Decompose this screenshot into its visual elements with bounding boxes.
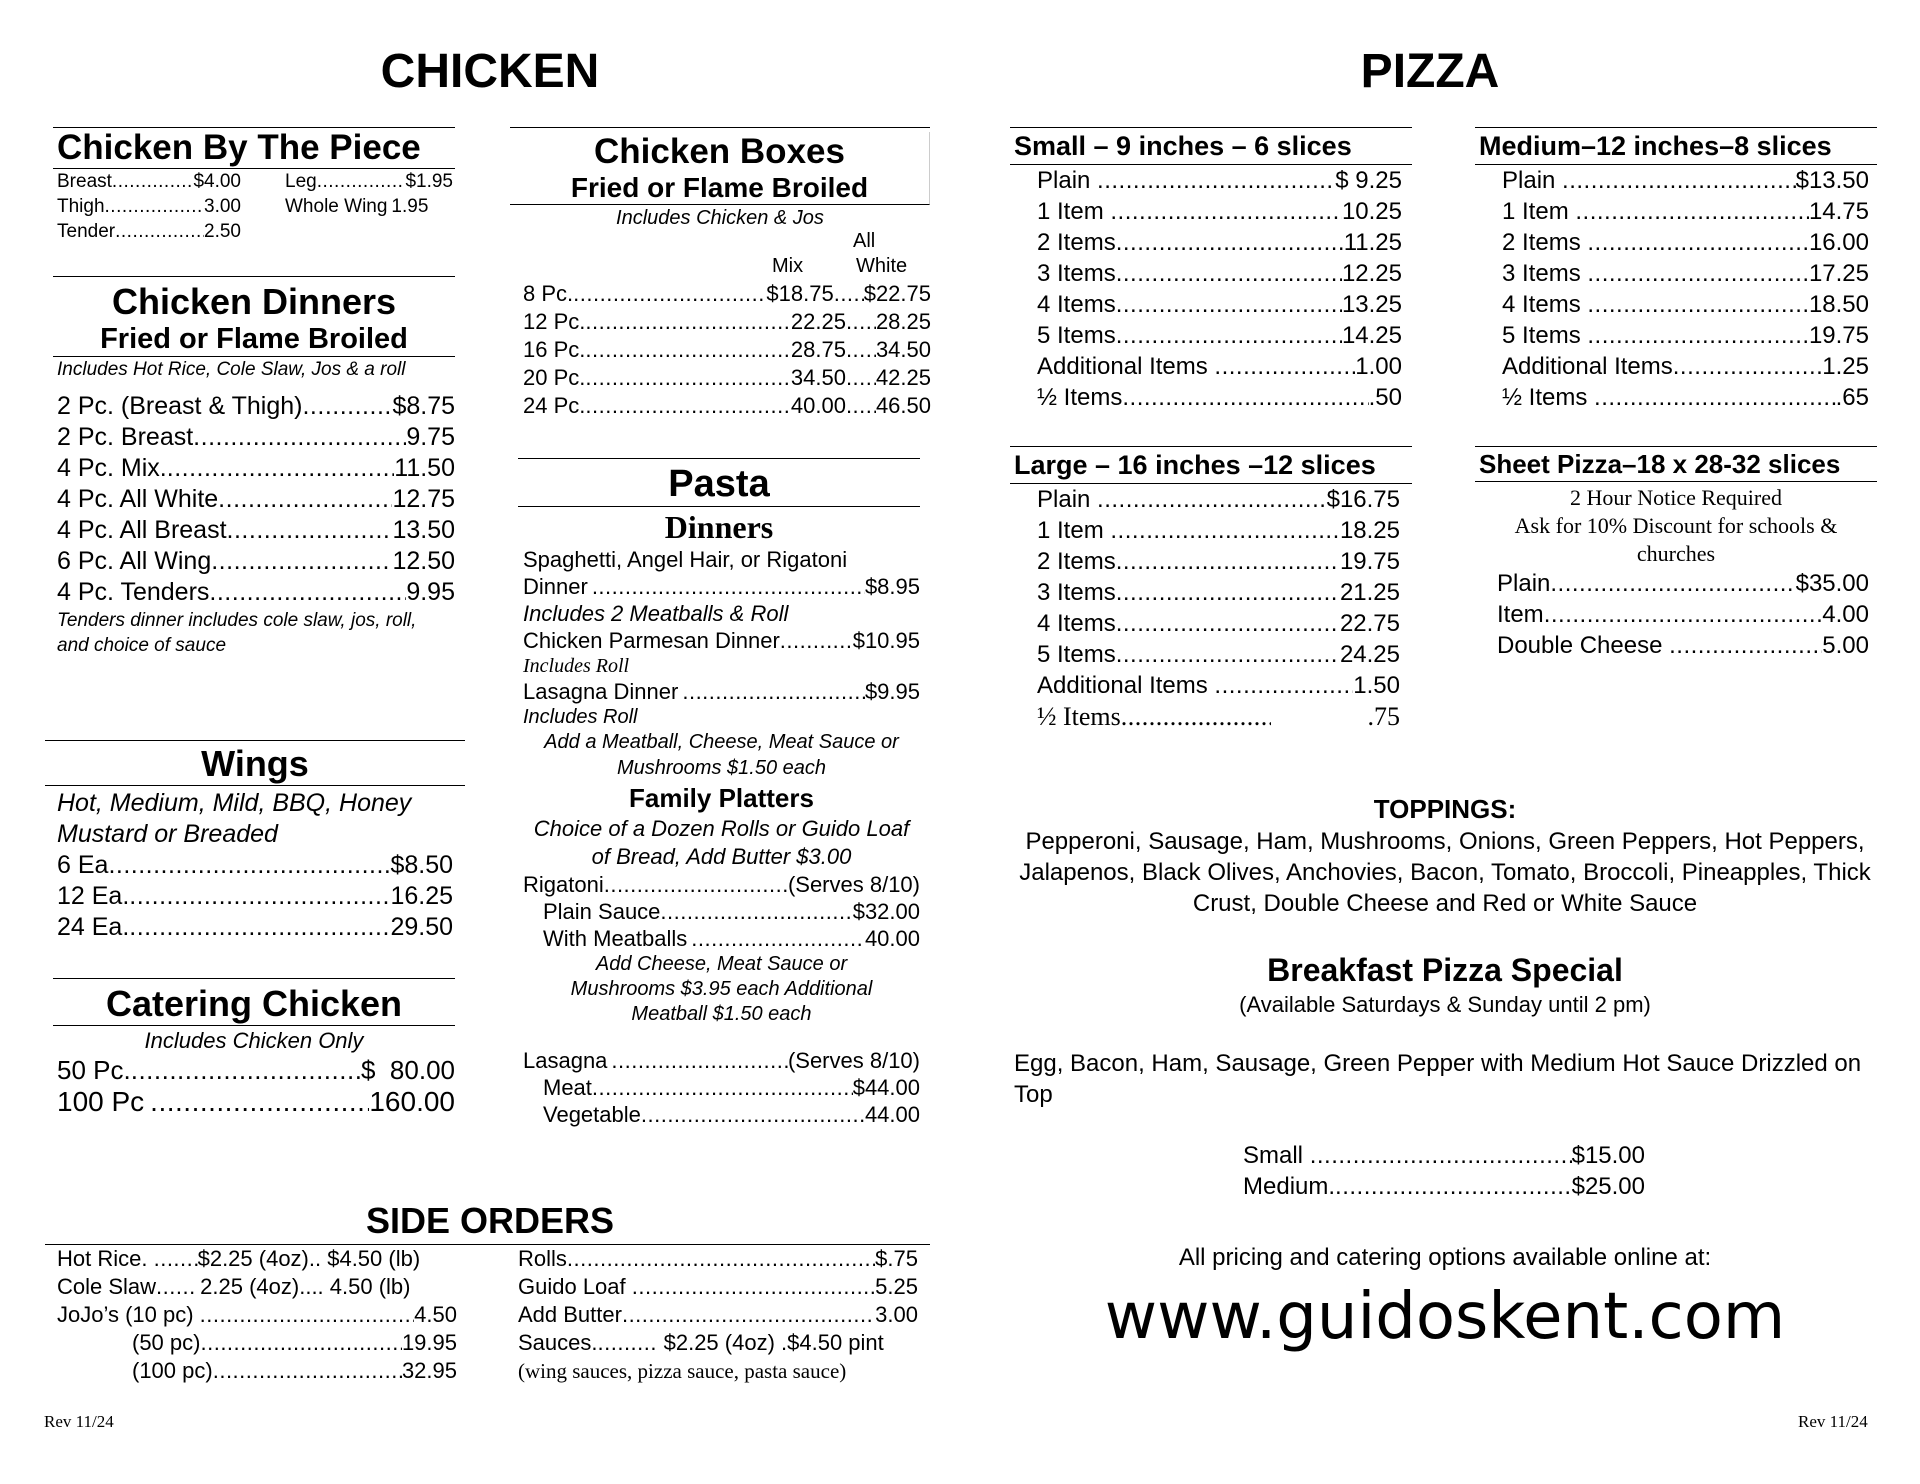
website-link[interactable]: www.guidoskent.com (1104, 1280, 1786, 1354)
pizza-small-list (1010, 165, 1402, 413)
list-item: Plain ..... $ 9.25 (1037, 165, 1402, 196)
list-item: Plain ..... $35.00 (1497, 568, 1869, 599)
list-item: 5 Items ..... 14.25 (1037, 320, 1402, 351)
toppings-header: TOPPINGS: (1373, 794, 1517, 824)
breakfast-availability: (Available Saturdays & Sunday until 2 pm) (1239, 992, 1651, 1017)
list-item: 4 Pc. All Breast ..... 13.50 (57, 515, 455, 546)
list-item: Cole Slaw ..... 2.25 (4oz).... 4.50 (lb) (57, 1273, 457, 1301)
boxes-col-headers (510, 230, 930, 280)
list-item: (50 pc) ..... 19.95 (57, 1329, 457, 1357)
list-item: ½ Items ..... .65 (1502, 382, 1869, 413)
wings-section (45, 740, 465, 943)
sides-section (45, 1244, 930, 1385)
list-item: Vegetable ..... 44.00 (523, 1101, 920, 1128)
list-item: Add Butter ..... 3.00 (518, 1301, 918, 1329)
list-item: With Meatballs ..... 40.00 (523, 925, 920, 952)
boxes-list (510, 280, 931, 420)
list-item: Thigh ..... 3.00 (57, 194, 241, 219)
toppings-list: Pepperoni, Sausage, Ham, Mushrooms, Onions, Green Peppers, Hot Peppers, Jalapenos, Black Olives, Anchovies, Bacon, Tomato, Broccoli, Pineapples, Thick Crust, Double Cheese and Red or White Sauce (1019, 828, 1871, 917)
dinners-note: Includes Hot Rice, Cole Slaw, Jos & a roll (57, 359, 406, 380)
boxes-note: Includes Chicken & Jos (616, 207, 824, 229)
by-the-piece-header: Chicken By The Piece (53, 128, 455, 169)
pasta-dinner-note: Includes 2 Meatballs & Roll (523, 601, 789, 626)
list-item: 2 Items ..... 19.75 (1037, 546, 1400, 577)
list-item: Additional Items ..... 1.00 (1037, 351, 1402, 382)
family-header: Family Platters (629, 783, 814, 813)
list-item: Lasagna ..... (Serves 8/10) (523, 1047, 920, 1074)
list-item: Lasagna Dinner ..... $9.95 (523, 678, 920, 705)
revision-right: Rev 11/24 (1798, 1412, 1868, 1431)
list-item: 2 Items ..... 11.25 (1037, 227, 1402, 258)
list-item: 4 Pc. Mix. ..... 11.50 (57, 453, 455, 484)
list-item: Guido Loaf ..... 5.25 (518, 1273, 918, 1301)
pizza-large-section (1010, 446, 1412, 732)
list-item: 24 Ea. ..... 29.50 (57, 912, 453, 943)
pizza-title: PIZZA (1360, 45, 1500, 98)
pizza-small-section (1010, 127, 1412, 413)
list-item: Plain ..... $16.75 (1037, 484, 1400, 515)
list-item: 4 Pc. Tenders ..... 9.95 (57, 577, 455, 608)
dinners-section (53, 276, 455, 658)
list-item: Plain ..... $13.50 (1502, 165, 1869, 196)
list-item: 3 Items ..... 12.25 (1037, 258, 1402, 289)
list-item: 4 Items ..... 22.75 (1037, 608, 1400, 639)
list-item: 6 Pc. All Wing ..... 12.50 (57, 546, 455, 577)
sheet-notice: 2 Hour Notice Required (1570, 485, 1782, 510)
list-item: Whole Wing 1.95 (285, 196, 429, 217)
sauce-note: (wing sauces, pizza sauce, pasta sauce) (518, 1359, 847, 1383)
pizza-large-header: Large – 16 inches –12 slices (1010, 447, 1412, 484)
pasta-lasagna-note: Includes Roll (523, 706, 638, 728)
col-white: White (856, 255, 908, 277)
pasta-sub: Dinners (664, 509, 774, 545)
list-item: 1 Item ..... 18.25 (1037, 515, 1400, 546)
dinners-footnote: Tenders dinner includes cole slaw, jos, roll, and choice of sauce (57, 610, 417, 656)
list-item: 50 Pc. ..... $ 80.00 (57, 1054, 455, 1086)
col-all: All (853, 230, 876, 252)
pasta-section (518, 458, 920, 1128)
by-the-piece-section (53, 127, 455, 244)
list-item: Hot Rice. ..... $2.25 (4oz).. $4.50 (lb) (57, 1245, 457, 1273)
breakfast-list (1243, 1140, 1645, 1202)
pasta-list (518, 546, 920, 1128)
sheet-list (1475, 568, 1869, 661)
boxes-header: Chicken Boxes (594, 132, 845, 171)
catering-section (53, 978, 455, 1118)
list-item: Leg ..... $1.95 (285, 169, 453, 194)
pasta-header: Pasta (518, 463, 920, 507)
dinners-list (53, 391, 455, 608)
breakfast-description: Egg, Bacon, Ham, Sausage, Green Pepper with Medium Hot Sauce Drizzled on Top (1014, 1050, 1862, 1108)
pasta-line1: Spaghetti, Angel Hair, or Rigatoni (523, 547, 848, 572)
sheet-discount: Ask for 10% Discount for schools & churches (1514, 513, 1838, 566)
sheet-pizza-section (1475, 446, 1877, 661)
by-piece-col1 (57, 169, 241, 244)
breakfast-header: Breakfast Pizza Special (1267, 952, 1623, 988)
table-row: 20 Pc. ..... 34.50 ..... 42.25 (523, 364, 931, 392)
rigatoni-add: Add Cheese, Meat Sauce or Mushrooms $3.95 each Additional Meatball $1.50 each (570, 953, 873, 1025)
catering-note: Includes Chicken Only (144, 1028, 364, 1053)
pizza-large-list (1010, 484, 1400, 732)
sides-left (57, 1245, 457, 1385)
revision-left: Rev 11/24 (44, 1412, 114, 1431)
col-mix: Mix (772, 255, 804, 277)
list-item: (100 pc) ..... 32.95 (57, 1357, 457, 1385)
list-item: 12 Ea. ..... 16.25 (57, 881, 453, 912)
pizza-medium-header: Medium–12 inches–8 slices (1475, 128, 1877, 165)
list-item: 4 Items ..... 18.50 (1502, 289, 1869, 320)
catering-header: Catering Chicken (53, 983, 455, 1026)
chicken-title: CHICKEN (380, 45, 600, 98)
dinners-sub: Fried or Flame Broiled (53, 323, 455, 357)
list-item: 4 Pc. All White ..... 12.75 (57, 484, 455, 515)
list-item: Additional Items ..... 1.50 (1037, 670, 1400, 701)
wings-list (45, 850, 453, 943)
list-item: Item ..... 4.00 (1497, 599, 1869, 630)
pizza-medium-section (1475, 127, 1877, 413)
list-item: 5 Items ..... 19.75 (1502, 320, 1869, 351)
sides-header: SIDE ORDERS (365, 1200, 615, 1241)
list-item: Rigatoni ..... (Serves 8/10) (523, 871, 920, 898)
list-item: Sauces. ..... $2.25 (4oz) .$4.50 pint (518, 1329, 918, 1357)
list-item: 6 Ea ..... $8.50 (57, 850, 453, 881)
list-item: Small ..... $15.00 (1243, 1140, 1645, 1171)
list-item: 4 Items ..... 13.25 (1037, 289, 1402, 320)
table-row: 16 Pc. ..... 28.75 ..... 34.50 (523, 336, 931, 364)
dinners-header: Chicken Dinners (111, 281, 397, 322)
list-item: 1 Item ..... 10.25 (1037, 196, 1402, 227)
list-item: 5 Items ..... 24.25 (1037, 639, 1400, 670)
pizza-small-header: Small – 9 inches – 6 slices (1010, 128, 1412, 165)
list-item: 2 Pc. Breast ..... 9.75 (57, 422, 455, 453)
list-item: 100 Pc ..... 160.00 (57, 1086, 455, 1118)
list-item: 2 Pc. (Breast & Thigh) ..... $8.75 (57, 391, 455, 422)
list-item: Dinner ..... $8.95 (523, 573, 920, 600)
list-item: Chicken Parmesan Dinner ..... $10.95 (523, 627, 920, 654)
table-row: 24 Pc. ..... 40.00 ..... 46.50 (523, 392, 931, 420)
boxes-section (510, 127, 930, 420)
pasta-parm-note: Includes Roll (523, 655, 630, 677)
list-item: 3 Items ..... 21.25 (1037, 577, 1400, 608)
list-item: Meat ..... $44.00 (523, 1074, 920, 1101)
list-item: Breast ..... $4.00 (57, 169, 241, 194)
list-item: ½ Items ..... .50 (1037, 382, 1402, 413)
list-item: ½ Items ..... .75 (1037, 701, 1400, 732)
list-item: Plain Sauce ..... $32.00 (523, 898, 920, 925)
sides-right (518, 1245, 918, 1385)
pizza-medium-list (1475, 165, 1869, 413)
list-item: 2 Items ..... 16.00 (1502, 227, 1869, 258)
family-note: Choice of a Dozen Rolls or Guido Loaf of Bread, Add Butter $3.00 (533, 816, 910, 869)
list-item: 3 Items ..... 17.25 (1502, 258, 1869, 289)
boxes-sub: Fried or Flame Broiled (570, 172, 869, 203)
list-item: Tender ..... 2.50 (57, 219, 241, 244)
online-text: All pricing and catering options available online at: (1178, 1244, 1712, 1271)
table-row: 12 Pc. ..... 22.25 ..... 28.25 (523, 308, 931, 336)
list-item: JoJo’s (10 pc) ..... 4.50 (57, 1301, 457, 1329)
list-item: Rolls ..... $.75 (518, 1245, 918, 1273)
list-item: Additional Items ..... 1.25 (1502, 351, 1869, 382)
wings-header: Wings (45, 743, 465, 786)
list-item: Medium. ..... $25.00 (1243, 1171, 1645, 1202)
by-piece-col2 (285, 169, 453, 244)
pasta-addon: Add a Meatball, Cheese, Meat Sauce or Mushrooms $1.50 each (544, 731, 899, 779)
wings-flavors: Hot, Medium, Mild, BBQ, Honey Mustard or Breaded (57, 789, 412, 848)
table-row: 8 Pc. ..... $18.75 ..... $22.75 (523, 280, 931, 308)
list-item: Double Cheese ..... 5.00 (1497, 630, 1869, 661)
list-item: 1 Item ..... 14.75 (1502, 196, 1869, 227)
sheet-pizza-header: Sheet Pizza–18 x 28-32 slices (1475, 447, 1877, 482)
catering-list (53, 1054, 455, 1118)
